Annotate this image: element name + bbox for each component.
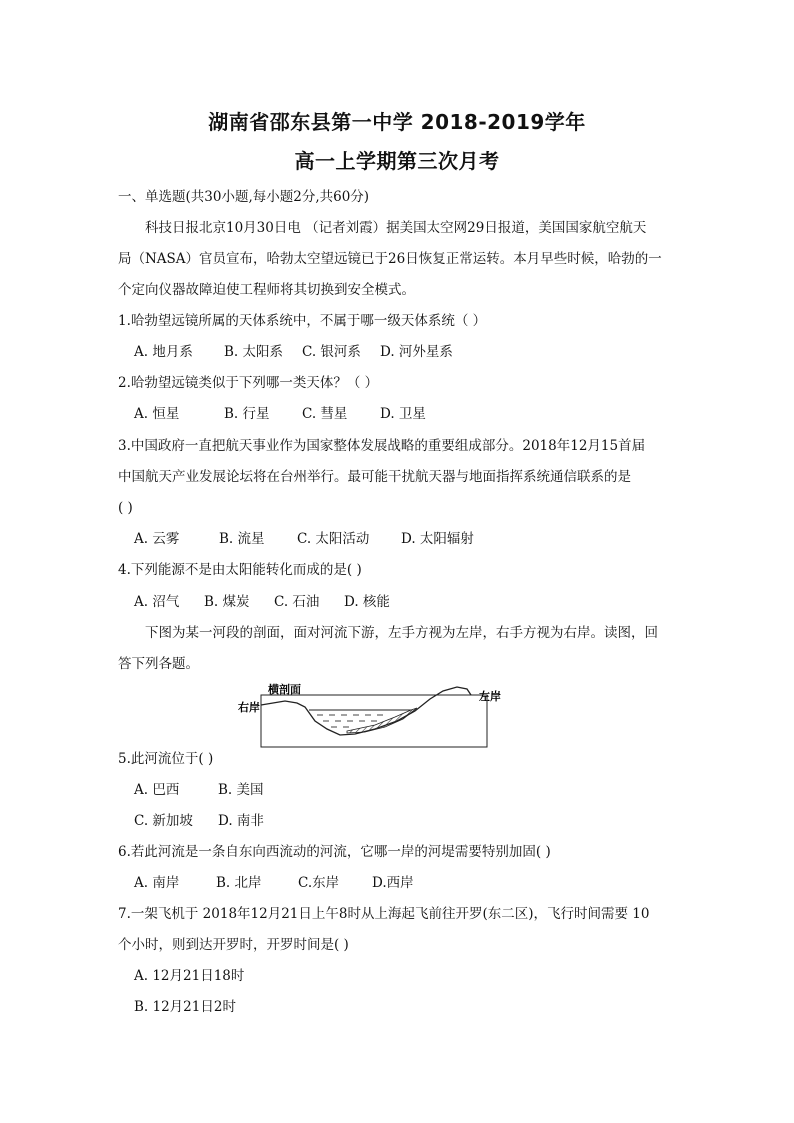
q2-option-d: D. 卫星	[380, 406, 426, 422]
passage1-line2: 局（NASA）官员宣布，哈勃太空望远镜已于26日恢复正常运转。本月早些时候，哈勃的一	[118, 251, 662, 267]
passage2-line2: 答下列各题。	[118, 656, 199, 672]
q3-option-d: D. 太阳辐射	[401, 531, 474, 547]
q4-option-a: A. 沼气	[134, 594, 180, 610]
q1-option-a: A. 地月系	[134, 344, 193, 360]
passage1-line1: 科技日报北京10月30日电 （记者刘霞）据美国太空网29日报道，美国国家航空航天	[145, 220, 647, 236]
question-5-options-row2	[134, 812, 264, 830]
exam-title-line2: 高一上学期第三次月考	[294, 149, 500, 173]
q5-option-d: D. 南非	[218, 813, 264, 829]
question-7-stem-line2: 个小时，则到达开罗时，开罗时间是( )	[118, 937, 349, 953]
q2-option-a: A. 恒星	[134, 406, 180, 422]
q2-option-c: C. 彗星	[302, 406, 348, 422]
q3-option-a: A. 云雾	[134, 531, 180, 547]
question-5-options-row1	[134, 781, 264, 799]
question-5-stem: 5.此河流位于( )	[118, 751, 214, 767]
passage1-line3: 个定向仪器故障迫使工程师将其切换到安全模式。	[118, 282, 415, 298]
question-6-stem: 6.若此河流是一条自东向西流动的河流，它哪一岸的河堤需要特别加固( )	[118, 844, 551, 860]
q5-option-a: A. 巴西	[134, 782, 180, 798]
q6-option-a: A. 南岸	[134, 875, 180, 891]
question-4-options	[134, 593, 390, 611]
q1-option-d: D. 河外星系	[380, 344, 453, 360]
question-6-options	[134, 874, 414, 892]
river-cross-section-diagram	[235, 683, 520, 751]
q6-option-c: C.东岸	[298, 875, 340, 891]
question-7-stem-line1: 7.一架飞机于 2018年12月21日上午8时从上海起飞前往开罗(东二区)，飞行时间需要 10	[118, 906, 650, 922]
question-2-options	[134, 405, 426, 423]
question-7-option-a: A. 12月21日18时	[134, 968, 245, 984]
q1-option-b: B. 太阳系	[224, 344, 284, 360]
q4-option-d: D. 核能	[344, 594, 390, 610]
question-4-stem: 4.下列能源不是由太阳能转化而成的是( )	[118, 562, 362, 578]
exam-title-line1: 湖南省邵东县第一中学 2018-2019学年	[208, 110, 586, 134]
label-left-bank: 左岸	[479, 690, 501, 703]
question-2-stem: 2.哈勃望远镜类似于下列哪一类天体？（ ）	[118, 375, 379, 391]
question-3-stem-line1: 3.中国政府一直把航天事业作为国家整体发展战略的重要组成部分。2018年12月15首届	[118, 438, 646, 454]
question-3-stem-line3: ( )	[118, 500, 133, 516]
question-1-stem: 1.哈勃望远镜所属的天体系统中，不属于哪一级天体系统（ ）	[118, 313, 487, 329]
q5-option-b: B. 美国	[218, 782, 264, 798]
q3-option-b: B. 流星	[219, 531, 265, 547]
question-1-options	[134, 343, 453, 361]
q4-option-b: B. 煤炭	[204, 594, 250, 610]
q5-option-c: C. 新加坡	[134, 813, 193, 829]
question-3-options	[134, 530, 474, 548]
q1-option-c: C. 银河系	[302, 344, 361, 360]
q2-option-b: B. 行星	[224, 406, 270, 422]
label-cross-section: 横剖面	[268, 683, 301, 696]
sediment-deposit	[347, 708, 417, 733]
q4-option-c: C. 石油	[274, 594, 320, 610]
question-3-stem-line2: 中国航天产业发展论坛将在台州举行。最可能干扰航天器与地面指挥系统通信联系的是	[118, 469, 631, 485]
q6-option-d: D.西岸	[372, 875, 414, 891]
q6-option-b: B. 北岸	[216, 875, 262, 891]
passage2-line1: 下图为某一河段的剖面，面对河流下游，左手方视为左岸，右手方视为右岸。读图，回	[145, 625, 658, 641]
section-header: 一、单选题(共30小题,每小题2分,共60分)	[118, 189, 370, 205]
label-right-bank: 右岸	[238, 701, 260, 714]
q3-option-c: C. 太阳活动	[297, 531, 370, 547]
question-7-option-b: B. 12月21日2时	[134, 999, 236, 1015]
